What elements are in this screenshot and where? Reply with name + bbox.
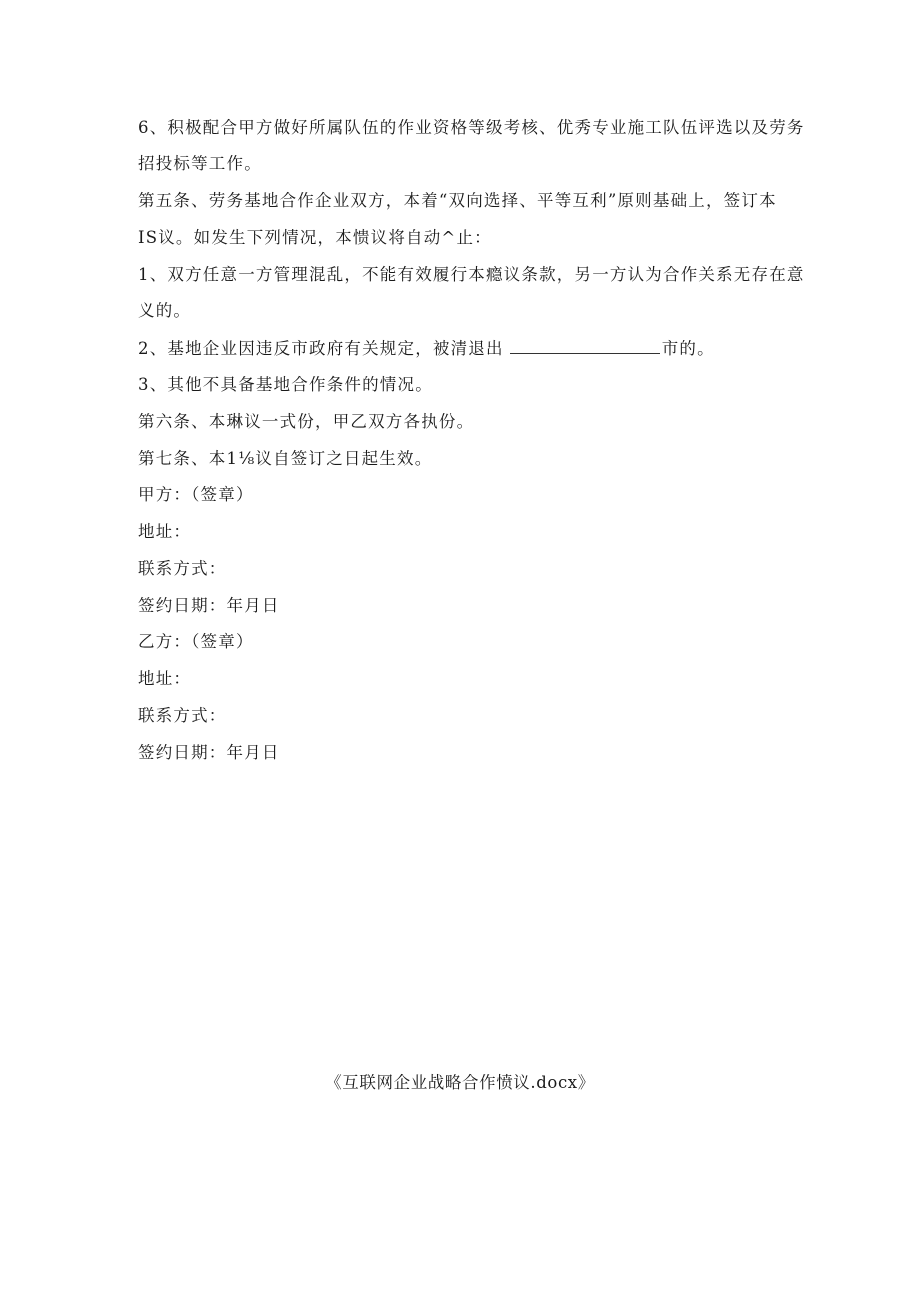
party-a-title: 甲方：（签章）	[138, 485, 254, 504]
item-3: 3、其他不具备基地合作条件的情况。	[138, 375, 433, 394]
party-b-contact: 联系方式：	[138, 706, 227, 725]
article-5-line-1: 第五条、劳务基地合作企业双方，本着“双向选择、平等互利”原则基础上，签订本	[138, 191, 777, 210]
party-a-address: 地址：	[138, 522, 192, 541]
item-2	[138, 338, 715, 360]
item-1-line-2: 义的。	[138, 301, 192, 320]
clause-6-line-2: 招投标等工作。	[138, 154, 262, 173]
clause-6-line-1: 6、积极配合甲方做好所属队伍的作业资格等级考核、优秀专业施工队伍评选以及劳务	[138, 118, 805, 137]
party-b-address: 地址：	[138, 669, 192, 688]
party-b-date: 签约日期：年月日	[138, 743, 280, 762]
item-1-line-1: 1、双方任意一方管理混乱，不能有效履行本瘾议条款，另一方认为合作关系无存在意	[138, 265, 805, 284]
item-2-text-after: 市的。	[661, 339, 715, 358]
party-b-title: 乙方：（签章）	[138, 632, 254, 651]
document-filename-footer: 《互联网企业战略合作愤议.docx》	[325, 1073, 595, 1092]
party-a-date: 签约日期：年月日	[138, 596, 280, 615]
article-6: 第六条、本琳议一式份，甲乙双方各执份。	[138, 412, 475, 431]
item-2-text-before: 2、基地企业因违反市政府有关规定，被清退出	[138, 339, 504, 358]
article-7: 第七条、本1⅛议自签订之日起生效。	[138, 449, 433, 468]
party-a-contact: 联系方式：	[138, 559, 227, 578]
article-5-line-2: IS议。如发生下列情况，本愦议将自动^止：	[138, 228, 492, 247]
fill-in-blank	[510, 338, 660, 354]
